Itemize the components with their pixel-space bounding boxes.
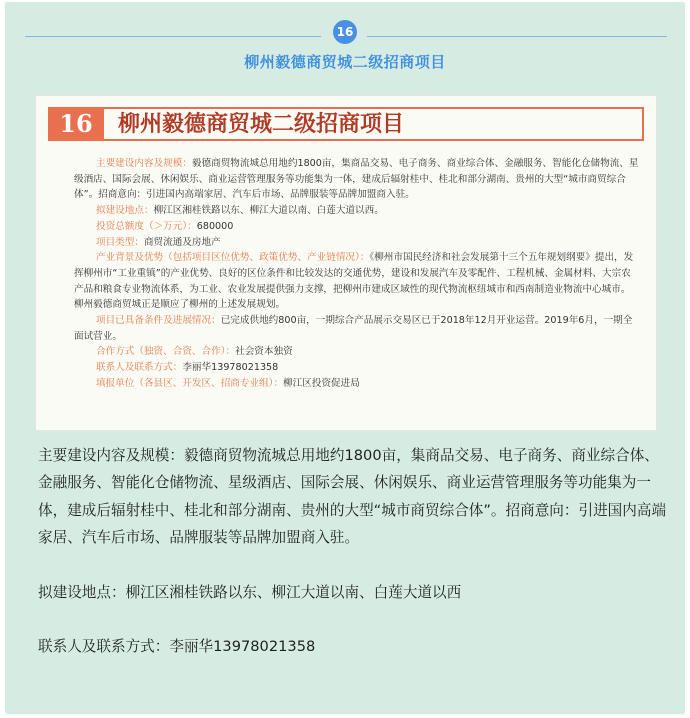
article-body: [38, 442, 668, 660]
scan-row: [74, 344, 640, 360]
scan-row-label: 主要建设内容及规模：: [96, 158, 192, 169]
scan-row-value: 柳江区投资促进局: [283, 377, 360, 389]
scan-row: [74, 313, 640, 344]
scan-row: [74, 156, 640, 203]
scan-row-label: 填报单位（各县区、开发区、招商专业组）：: [96, 377, 284, 389]
scan-number: 16: [48, 107, 104, 141]
scan-body: [74, 156, 640, 392]
scan-row-value: 李丽华13978021358: [182, 362, 279, 374]
scan-row-label: 产业背景及优势（包括项目区位优势、政策优势、产业链情况）：: [96, 252, 370, 264]
scan-row-label: 合作方式（独资、合资、合作）：: [96, 346, 236, 358]
scan-row-value: 680000: [196, 220, 234, 232]
scan-row: [74, 203, 640, 219]
body-paragraph-contact: 联系人及联系方式：李丽华13978021358: [38, 638, 316, 656]
scan-row-value: 柳江区湘桂铁路以东、柳江大道以南、白莲大道以西。: [153, 205, 384, 217]
document-scan-image: [35, 95, 657, 431]
scan-row-value: 《柳州市国民经济和社会发展第十三个五年规划纲要》提出，发挥柳州市“工业重镇”的产业优势、良好的区位条件和比较发达的交通优势，建设和发展汽车及零配件、工程机械、金属材料、大宗农产品和粮食专业物流体系，为工业、农业发展提供强力支撑，把柳州市建成区域性的现代物流枢纽城市和西南制造业物流中心城市。柳州毅德商贸城正是顺应了柳州的上述发展规划。: [74, 252, 634, 311]
scan-row: [74, 250, 640, 313]
scan-row-label: 联系人及联系方式：: [96, 362, 183, 374]
scan-row-label: 投资总额度（＞万元）：: [96, 220, 197, 232]
section-number-badge: 16: [333, 20, 357, 44]
scan-row-value: 已完成供地约800亩，一期综合产品展示交易区已于2018年12月开业运营。2019年6月，一期全面试营业。: [74, 315, 633, 342]
scan-title: 柳州毅德商贸城二级招商项目: [118, 111, 405, 137]
scan-row: [74, 235, 640, 251]
body-paragraph-location: 拟建设地点：柳江区湘桂铁路以东、柳江大道以南、白莲大道以西: [38, 583, 462, 601]
article-card: [5, 2, 685, 714]
scan-row: [74, 360, 640, 376]
scan-row: [74, 376, 640, 392]
scan-row-label: 拟建设地点：: [96, 205, 154, 217]
scan-row-value: 社会资本独资: [235, 346, 293, 358]
scan-row-value: 毅德商贸物流城总用地约1800亩，集商品交易、电子商务、商业综合体、金融服务、智能化仓储物流、星级酒店、国际会展、休闲娱乐、商业运营管理服务等功能集为一体，建成后辐射桂中、桂北和部分湖南、贵州的大型“城市商贸综合体”。招商意向：引进国内高端家居、汽车后市场、品牌服装等品牌加盟商入驻。: [74, 158, 639, 201]
scan-row-label: 项目已具备条件及进展情况：: [96, 315, 221, 327]
body-paragraph-scope: 主要建设内容及规模：毅德商贸物流城总用地约1800亩，集商品交易、电子商务、商业综合体、金融服务、智能化仓储物流、星级酒店、国际会展、休闲娱乐、商业运营管理服务等功能集为一体，建成后辐射桂中、桂北和部分湖南、贵州的大型“城市商贸综合体”。招商意向：引进国内高端家居、汽车后市场、品牌服装等品牌加盟商入驻。: [38, 447, 667, 547]
header-divider-left: [25, 36, 321, 37]
scan-row: [74, 219, 640, 235]
header-divider-right: [367, 36, 667, 37]
scan-row-label: 项目类型：: [96, 236, 144, 248]
scan-row-value: 商贸流通及房地产: [143, 236, 221, 248]
section-title: 柳州毅德商贸城二级招商项目: [244, 53, 446, 71]
scan-title-box: [104, 107, 644, 141]
